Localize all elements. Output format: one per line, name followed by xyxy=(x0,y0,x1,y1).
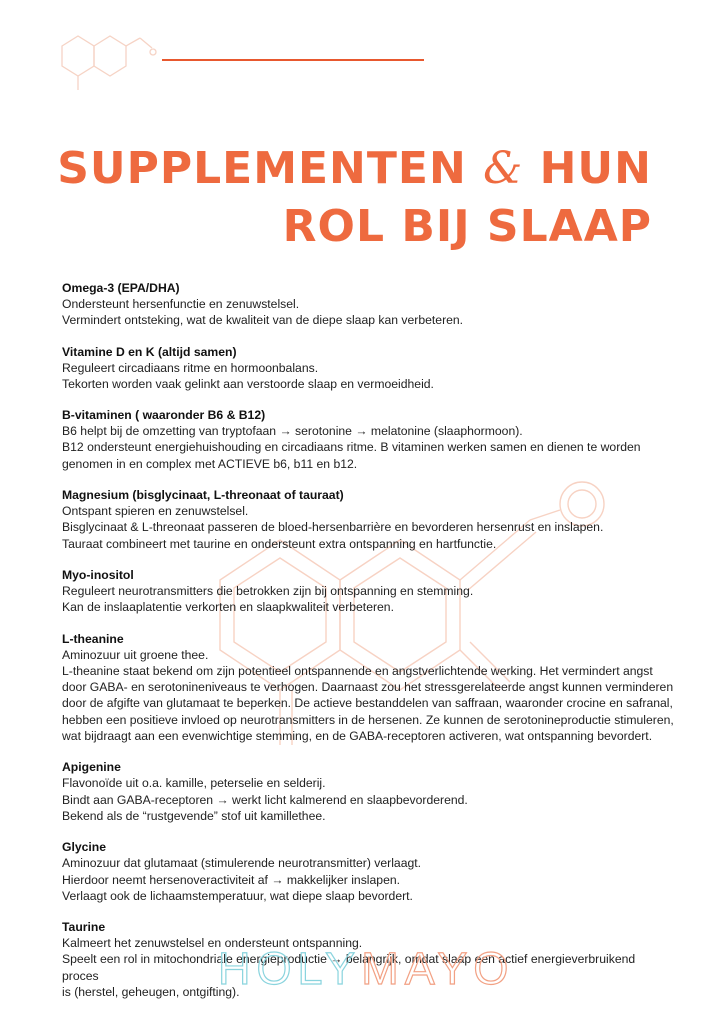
section-text: B12 ondersteunt energiehuishouding en circadiaans ritme. B vitaminen werken samen en dienen te worden xyxy=(62,440,641,455)
section-text: Reguleert neurotransmitters die betrokken zijn bij ontspanning en stemming. xyxy=(62,583,474,598)
section-text: Speelt een rol in mitochondriale energieproductie → belangrijk, omdat slaap een actief energieverbruikend proces xyxy=(62,952,636,983)
section-text: Ontspant spieren en zenuwstelsel. xyxy=(62,504,249,519)
section-text: Kalmeert het zenuwstelsel en ondersteunt ontspanning. xyxy=(62,936,363,951)
section-text: Tauraat combineert met taurine en ondersteunt extra ontspanning en hartfunctie. xyxy=(62,536,497,551)
title-line1-end: HUN xyxy=(539,143,652,194)
section-text: Vermindert ontsteking, wat de kwaliteit van de diepe slaap kan verbeteren. xyxy=(62,313,464,328)
section-text: hebben een positieve invloed op neurotransmitters in de hersenen. Ze kunnen de serotonineproductie stimuleren, xyxy=(62,712,674,727)
section-text: L-theanine staat bekend om zijn potentieel ontspannende en angstverlichtende werking. Het vermindert angst xyxy=(62,663,653,678)
section-text: Verlaagt ook de lichaamstemperatuur, wat diepe slaap bevordert. xyxy=(62,888,413,903)
section-text: Aminozuur dat glutamaat (stimulerende neurotransmitter) verlaagt. xyxy=(62,856,422,871)
section-text: Flavonoïde uit o.a. kamille, peterselie en selderij. xyxy=(62,776,326,791)
section-text: Ondersteunt hersenfunctie en zenuwstelsel. xyxy=(62,297,300,311)
section-l-theanine xyxy=(62,631,674,745)
section-apigenine xyxy=(62,759,674,824)
watermark-part-mayo: MAYO xyxy=(361,943,515,994)
molecule-icon-top xyxy=(48,18,158,98)
title-line2: ROL BIJ SLAAP xyxy=(282,201,652,252)
section-text: is (herstel, geheugen, ontgifting). xyxy=(62,985,240,1000)
section-myo-inositol xyxy=(62,567,674,616)
section-heading: Omega-3 (EPA/DHA) xyxy=(62,281,180,295)
section-text: genomen in en complex met ACTIEVE b6, b11 en b12. xyxy=(62,456,358,471)
section-text: wat bijdraagt aan een evenwichtige stemming, en de GABA-receptoren activeren, wat ontspanning bevordert. xyxy=(62,729,653,744)
section-text: Bisglycinaat & L-threonaat passeren de bloed-hersenbarrière en bevorderen hersenrust en inslapen. xyxy=(62,520,604,535)
section-heading: Vitamine D en K (altijd samen) xyxy=(62,344,237,359)
section-b-vitaminen xyxy=(62,407,674,472)
section-heading: Apigenine xyxy=(62,760,121,775)
watermark-part-holy: HOLY xyxy=(218,943,362,994)
supplement-list xyxy=(62,280,674,1015)
section-text: door de afgifte van glutamaat te beperken. De actieve bestanddelen van saffraan, waaronder crocine en safranal, xyxy=(62,696,673,711)
section-glycine xyxy=(62,839,674,904)
top-accent-line xyxy=(162,59,424,61)
section-text: Bekend als de “rustgevende” stof uit kamillethee. xyxy=(62,808,326,823)
title-ampersand: & xyxy=(483,143,524,194)
section-text: door GABA- en serotonineniveaus te verhogen. Daarnaast zou het stressgerelateerde angst kunnen verminderen xyxy=(62,680,674,695)
title-line1: SUPPLEMENTEN xyxy=(57,143,467,194)
section-heading: L-theanine xyxy=(62,631,124,646)
section-text: Tekorten worden vaak gelinkt aan verstoorde slaap en vermoeidheid. xyxy=(62,376,434,391)
section-vitamine-d-k xyxy=(62,344,674,393)
page-title xyxy=(57,140,652,256)
section-omega3 xyxy=(62,280,674,329)
holymayo-watermark-logo xyxy=(218,943,515,994)
section-heading: Myo-inositol xyxy=(62,567,134,582)
section-heading: Magnesium (bisglycinaat, L-threonaat of tauraat) xyxy=(62,488,344,503)
section-text: Reguleert circadiaans ritme en hormoonbalans. xyxy=(62,360,319,375)
section-text: Bindt aan GABA-receptoren → werkt licht kalmerend en slaapbevorderend. xyxy=(62,792,468,807)
section-magnesium xyxy=(62,487,674,552)
section-heading: Taurine xyxy=(62,920,106,935)
section-text: Hierdoor neemt hersenoveractiviteit af → makkelijker inslapen. xyxy=(62,872,401,887)
section-text: Kan de inslaaplatentie verkorten en slaapkwaliteit verbeteren. xyxy=(62,600,394,615)
section-heading: Glycine xyxy=(62,840,107,855)
section-text: Aminozuur uit groene thee. xyxy=(62,647,209,662)
section-heading: B-vitaminen ( waaronder B6 & B12) xyxy=(62,408,266,423)
section-text: B6 helpt bij de omzetting van tryptofaan → serotonine → melatonine (slaaphormoon). xyxy=(62,424,523,439)
